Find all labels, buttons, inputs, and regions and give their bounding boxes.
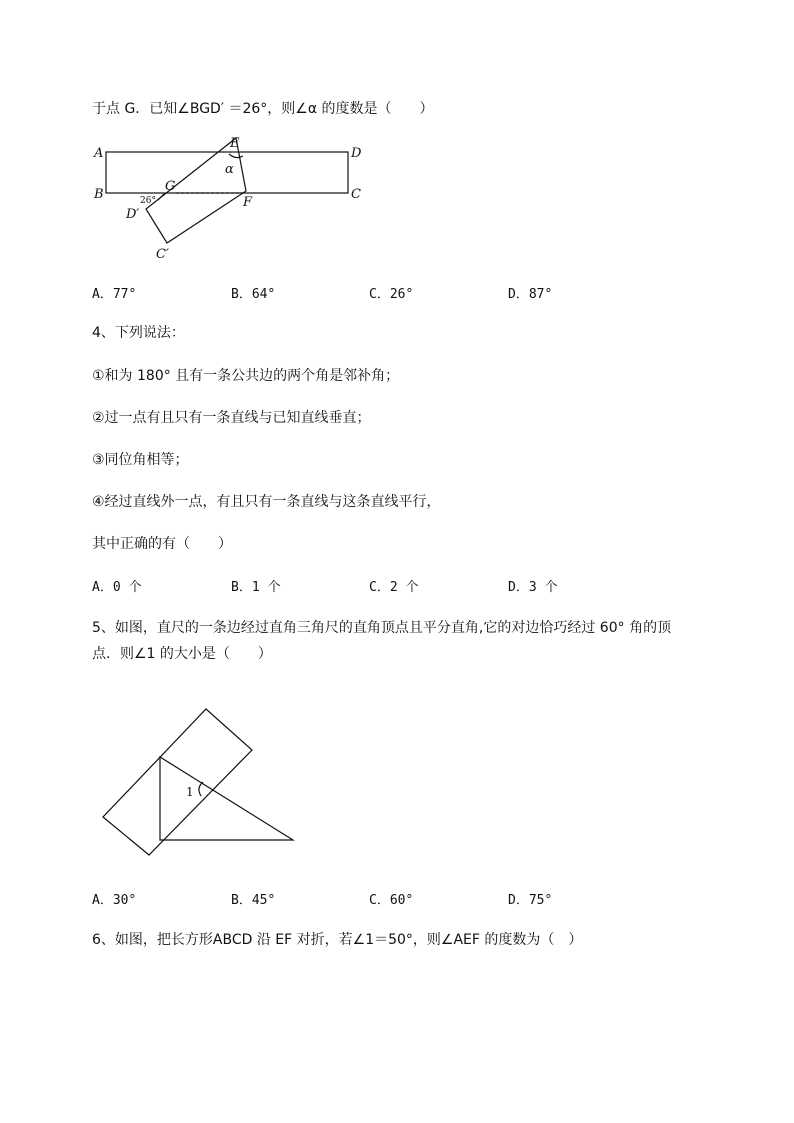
q4-option-a[interactable]: A．0 个 [92, 580, 142, 595]
label-alpha: α [225, 162, 234, 177]
q5-option-b[interactable]: B．45° [231, 893, 276, 908]
set-square [160, 757, 293, 840]
label-b: B [94, 187, 104, 202]
label-c-prime: C′ [156, 247, 169, 262]
label-d: D [351, 146, 362, 161]
q3-option-a[interactable]: A．77° [92, 287, 137, 302]
q3-option-b[interactable]: B．64° [231, 287, 276, 302]
q3-options [92, 283, 612, 303]
q5-options [92, 889, 612, 909]
label-e: E [230, 136, 240, 151]
q5-option-a[interactable]: A．30° [92, 893, 137, 908]
q4-option-d[interactable]: D．3 个 [508, 580, 558, 595]
label-26-degrees: 26° [140, 196, 156, 206]
label-angle-1: 1 [186, 785, 194, 799]
q3-option-d[interactable]: D．87° [508, 287, 553, 302]
q3-stem: 于点 G．已知∠BGD′ ＝26°，则∠α 的度数是（ ） [92, 101, 434, 117]
q4-option-c[interactable]: C．2 个 [369, 580, 419, 595]
q4-stem: 4、下列说法： [92, 325, 185, 341]
label-c: C [351, 187, 361, 202]
alpha-arc [229, 154, 243, 158]
label-d-prime: D′ [126, 207, 140, 222]
label-f: F [243, 195, 253, 210]
angle-26-arc [158, 194, 164, 200]
label-g: G [165, 179, 176, 194]
q5-figure [100, 706, 300, 861]
q5-option-c[interactable]: C．60° [369, 893, 414, 908]
folded-rectangle [146, 138, 246, 243]
q4-question: 其中正确的有（ ） [92, 536, 232, 552]
ruler [103, 709, 252, 855]
q4-item-4: ④经过直线外一点，有且只有一条直线与这条直线平行， [92, 494, 441, 510]
q4-option-b[interactable]: B．1 个 [231, 580, 281, 595]
label-a: A [94, 146, 104, 161]
q6-stem: 6、如图，把长方形ABCD 沿 EF 对折，若∠1＝50°，则∠AEF 的度数为（ ） [92, 932, 583, 948]
q5-stem-line-1: 5、如图，直尺的一条边经过直角三角尺的直角顶点且平分直角,它的对边恰巧经过 60° 角的顶 [92, 620, 672, 636]
q4-item-3: ③同位角相等； [92, 452, 189, 468]
q5-option-d[interactable]: D．75° [508, 893, 553, 908]
q3-figure [90, 134, 380, 264]
q4-item-1: ①和为 180° 且有一条公共边的两个角是邻补角； [92, 368, 400, 384]
q3-option-c[interactable]: C．26° [369, 287, 414, 302]
q5-stem-line-2: 点．则∠1 的大小是（ ） [92, 646, 272, 662]
q4-options [92, 576, 612, 596]
q4-item-2: ②过一点有且只有一条直线与已知直线垂直； [92, 410, 371, 426]
